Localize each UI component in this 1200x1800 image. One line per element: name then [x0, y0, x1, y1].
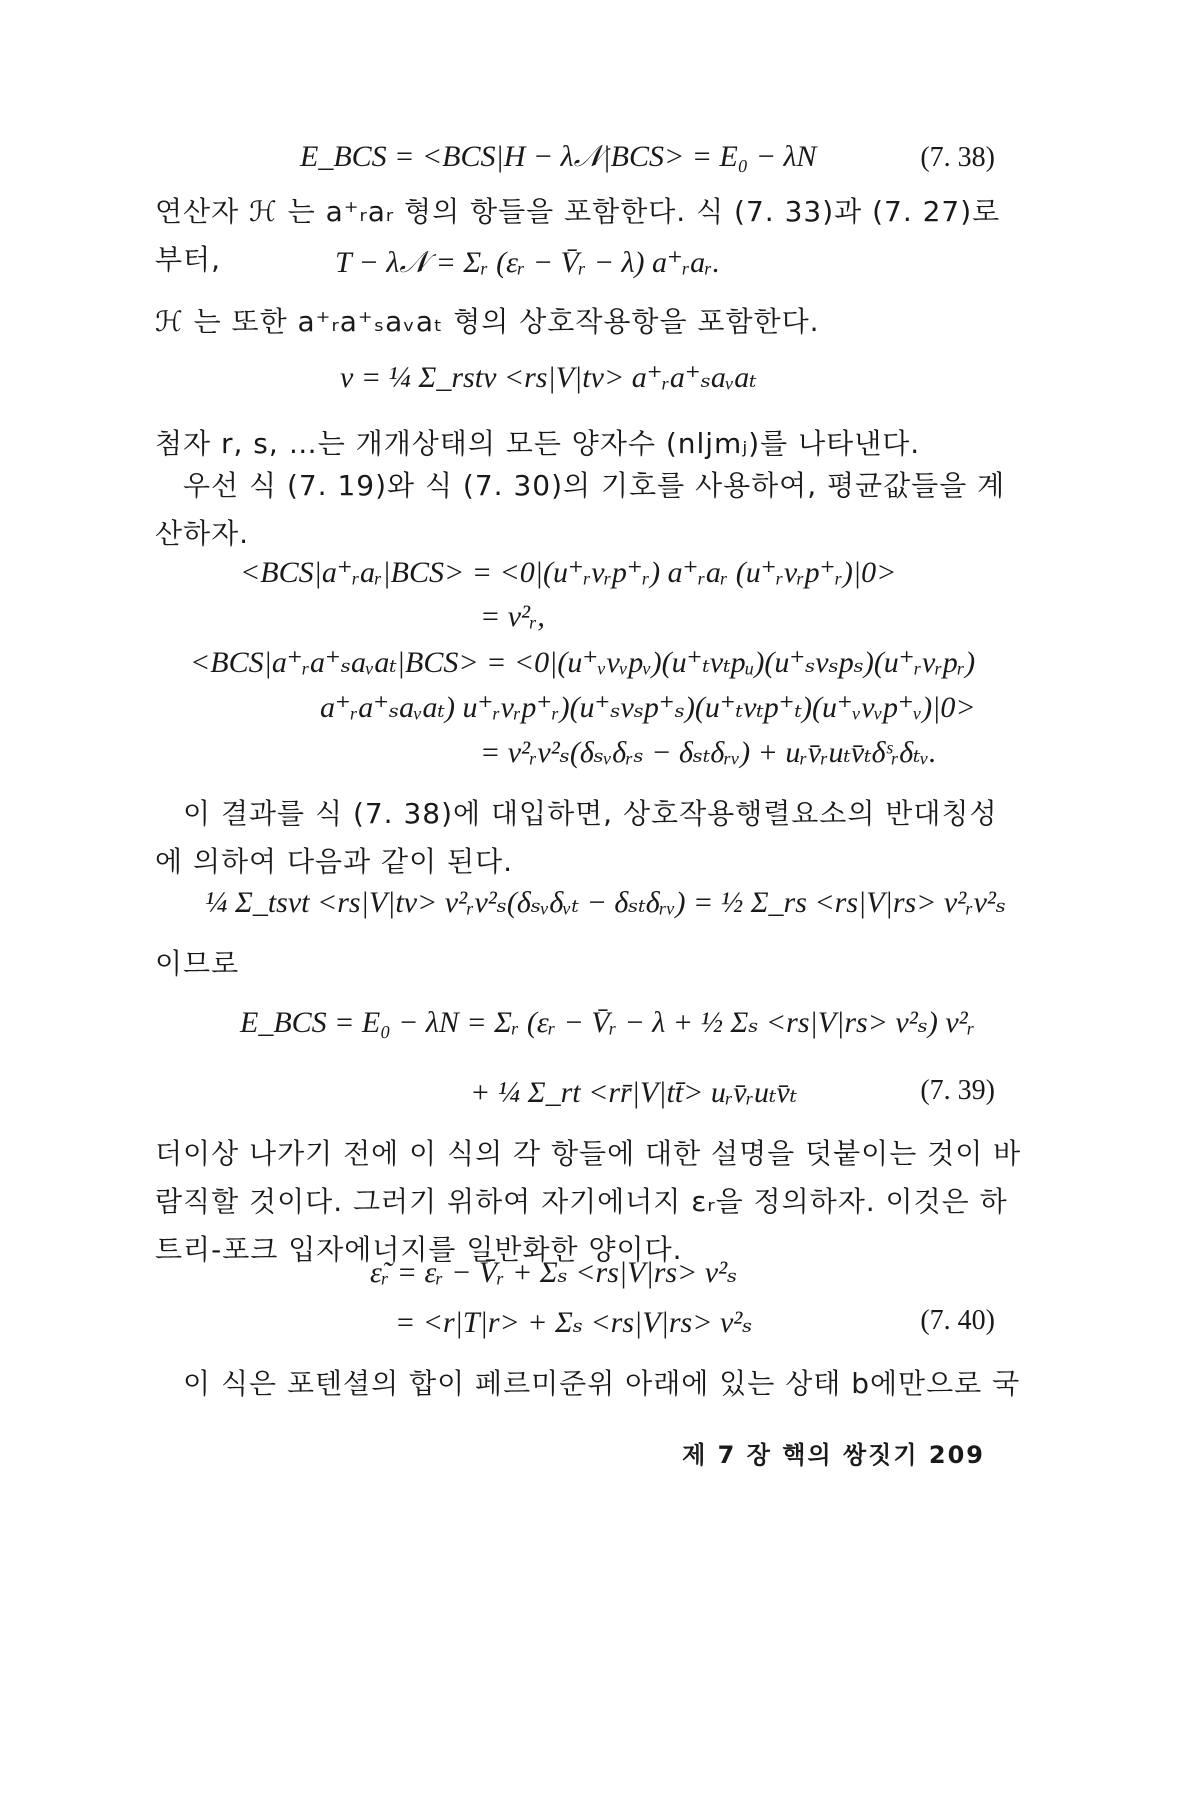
equation-sum: ¼ Σ_tsvt <rs|V|tv> v²ᵣv²ₛ(δₛᵥδᵥₜ − δₛₜδᵣᵥ) = ½ Σ_rs <rs|V|rs> v²ᵣv²ₛ: [205, 886, 1007, 919]
equation-number-7-39: (7. 39): [920, 1075, 995, 1106]
equation-7-39-line-2: + ¼ Σ_rt <rr̄|V|tt̄> uᵣv̄ᵣuₜv̄ₜ: [470, 1076, 798, 1109]
paragraph-3: 첨자 r, s, …는 개개상태의 모든 양자수 (nljmⱼ)를 나타낸다.: [155, 427, 921, 460]
paragraph-7: 더이상 나가기 전에 이 식의 각 항들에 대한 설명을 덧붙이는 것이 바람직할 것이다. 그러기 위하여 자기에너지 εᵣ을 정의하자. 이것은 하트리-포크 입자에너지를 일반화한 양이다.: [155, 1137, 1022, 1266]
paragraph-1: 연산자 ℋ 는 a⁺ᵣaᵣ 형의 항들을 포함한다. 식 (7. 33)과 (7. 27)로부터,: [155, 195, 1001, 276]
equation-average-4: a⁺ᵣa⁺ₛaᵥaₜ) u⁺ᵣvᵣp⁺ᵣ)(u⁺ₛvₛp⁺ₛ)(u⁺ₜvₜp⁺ₜ)(u⁺ᵥvᵥp⁺ᵥ)|0>: [320, 691, 976, 724]
equation-average-1: <BCS|a⁺ᵣaᵣ|BCS> = <0|(u⁺ᵣvᵣp⁺ᵣ) a⁺ᵣaᵣ (u⁺ᵣvᵣp⁺ᵣ)|0>: [240, 556, 897, 589]
equation-7-39-line-1: E_BCS = E₀ − λN = Σᵣ (εᵣ − V̄ᵣ − λ + ½ Σₛ <rs|V|rs> v²ₛ) v²ᵣ: [240, 1006, 976, 1039]
paragraph-2: ℋ 는 또한 a⁺ᵣa⁺ₛaᵥaₜ 형의 상호작용항을 포함한다.: [155, 305, 820, 338]
equation-7-40-line-1: ε̃ᵣ = εᵣ − V̄ᵣ + Σₛ <rs|V|rs> v²ₛ: [370, 1256, 738, 1289]
equation-average-2: = v²ᵣ,: [480, 600, 545, 633]
equation-interaction: v = ¼ Σ_rstv <rs|V|tv> a⁺ᵣa⁺ₛaᵥaₜ: [340, 361, 757, 394]
page-footer: 제 7 장 핵의 쌍짓기 209: [682, 1441, 985, 1469]
paragraph-6: 이므로: [155, 947, 240, 980]
equation-kinetic: T − λ𝒩 = Σᵣ (εᵣ − V̄ᵣ − λ) a⁺ᵣaᵣ.: [335, 246, 721, 279]
paragraph-8: 이 식은 포텐셜의 합이 페르미준위 아래에 있는 상태 b에만으로 국: [183, 1367, 1021, 1400]
paragraph-5: 이 결과를 식 (7. 38)에 대입하면, 상호작용행렬요소의 반대칭성에 의하여 다음과 같이 된다.: [155, 797, 998, 878]
equation-7-38: E_BCS = <BCS|H − λ𝒩|BCS> = E₀ − λN: [300, 140, 817, 173]
equation-average-3: <BCS|a⁺ᵣa⁺ₛaᵥaₜ|BCS> = <0|(u⁺ᵥvᵥpᵥ)(u⁺ₜvₜpᵤ)(u⁺ₛvₛpₛ)(u⁺ᵣvᵣpᵣ): [190, 646, 976, 679]
equation-7-40-line-2: = <r|T|r> + Σₛ <rs|V|rs> v²ₛ: [395, 1306, 753, 1339]
paragraph-4: 우선 식 (7. 19)와 식 (7. 30)의 기호를 사용하여, 평균값들을 계산하자.: [155, 469, 1006, 550]
equation-average-5: = v²ᵣv²ₛ(δₛᵥδᵣₛ − δₛₜδᵣᵥ) + uᵣv̄ᵣuₜv̄ₜδˢᵣδₜᵥ.: [480, 736, 937, 769]
equation-number-7-38: (7. 38): [920, 142, 995, 173]
equation-number-7-40: (7. 40): [920, 1305, 995, 1336]
